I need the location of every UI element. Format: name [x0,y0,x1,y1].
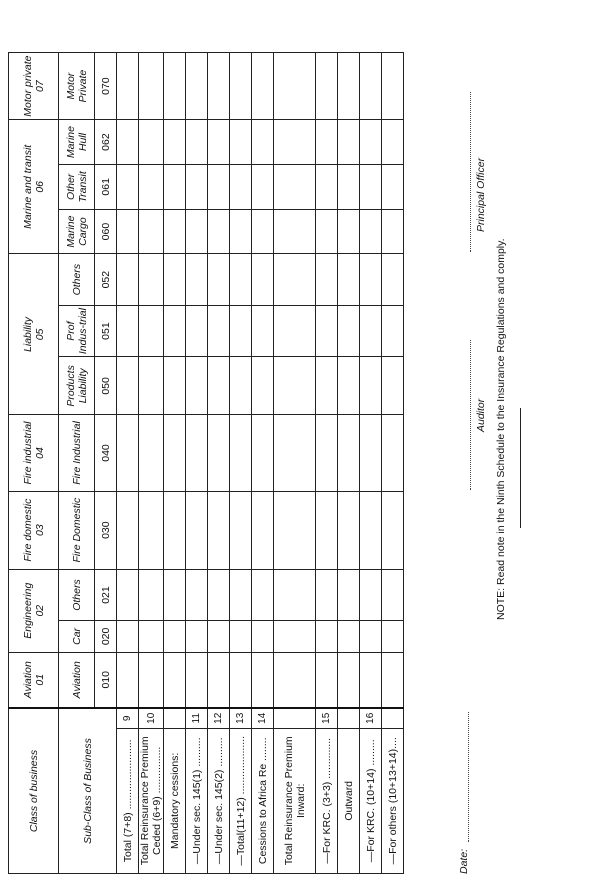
entry-cell[interactable] [316,209,338,254]
entry-cell[interactable] [360,120,382,165]
row-label: Total Reinsurance Premium Inward: [274,728,316,873]
table-row [164,53,186,874]
entry-cell[interactable] [164,209,186,254]
table-row [230,53,252,874]
class-header-row [9,53,59,874]
row-number: 9 [117,708,139,728]
date-line [468,712,469,842]
entry-cell[interactable] [164,415,186,491]
row-label: Outward [338,728,360,873]
entry-cell[interactable] [338,621,360,652]
entry-cell[interactable] [164,357,186,415]
entry-cell[interactable] [208,254,230,305]
entry-cell[interactable] [252,120,274,165]
row-label: —For others (10+13+14).... [382,728,404,873]
entry-cell[interactable] [164,164,186,209]
row-number [382,708,404,728]
entry-cell[interactable] [164,652,186,708]
entry-cell[interactable] [360,491,382,569]
class-of-business-header: Class of business [9,708,59,874]
table-row [117,53,139,874]
entry-cell[interactable] [208,621,230,652]
entry-cell[interactable] [139,569,164,620]
entry-cell[interactable] [360,569,382,620]
code-051: 051 [95,305,117,356]
entry-cell[interactable] [139,621,164,652]
code-060: 060 [95,209,117,254]
code-062: 062 [95,120,117,165]
entry-cell[interactable] [274,305,316,356]
entry-cell[interactable] [164,305,186,356]
code-050: 050 [95,357,117,415]
entry-cell[interactable] [382,415,404,491]
entry-cell[interactable] [274,652,316,708]
entry-cell[interactable] [338,652,360,708]
entry-cell[interactable] [117,120,139,165]
subclass-products-liability: Products Liability [59,357,95,415]
entry-cell[interactable] [186,491,208,569]
entry-cell[interactable] [274,120,316,165]
principal-officer-signature [470,92,487,252]
entry-cell[interactable] [208,415,230,491]
row-number: 15 [316,708,338,728]
entry-cell[interactable] [208,305,230,356]
entry-cell[interactable] [186,652,208,708]
class-header-motor-private: Motor private 07 [9,53,59,120]
entry-cell[interactable] [274,53,316,120]
entry-cell[interactable] [208,357,230,415]
entry-cell[interactable] [139,305,164,356]
entry-cell[interactable] [186,305,208,356]
entry-cell[interactable] [382,491,404,569]
entry-cell[interactable] [252,652,274,708]
entry-cell[interactable] [274,415,316,491]
entry-cell[interactable] [382,120,404,165]
entry-cell[interactable] [316,53,338,120]
entry-cell[interactable] [252,621,274,652]
entry-cell[interactable] [186,621,208,652]
entry-cell[interactable] [186,164,208,209]
class-header-engineering: Engineering 02 [9,569,59,652]
code-021: 021 [95,569,117,620]
entry-cell[interactable] [117,652,139,708]
row-label: Total (7+8) ........................ [117,728,139,873]
entry-cell[interactable] [360,209,382,254]
entry-cell[interactable] [382,209,404,254]
entry-cell[interactable] [139,209,164,254]
code-040: 040 [95,415,117,491]
subclass-other-transit: Other Transit [59,164,95,209]
table-row [252,53,274,874]
entry-cell[interactable] [117,209,139,254]
entry-cell[interactable] [252,254,274,305]
row-label: —Total(11+12) .................... [230,728,252,873]
entry-cell[interactable] [208,491,230,569]
entry-cell[interactable] [360,53,382,120]
entry-cell[interactable] [316,164,338,209]
row-label: —Under sec. 145(1) .......... [186,728,208,873]
sub-class-of-business-header: Sub-Class of Business [59,708,117,874]
code-052: 052 [95,254,117,305]
entry-cell[interactable] [186,120,208,165]
entry-cell[interactable] [230,415,252,491]
entry-cell[interactable] [274,209,316,254]
entry-cell[interactable] [382,164,404,209]
entry-cell[interactable] [316,569,338,620]
entry-cell[interactable] [252,53,274,120]
auditor-label: Auditor [475,398,487,432]
code-020: 020 [95,621,117,652]
subclass-aviation: Aviation [59,652,95,708]
entry-cell[interactable] [274,164,316,209]
entry-cell[interactable] [186,209,208,254]
entry-cell[interactable] [117,254,139,305]
entry-cell[interactable] [139,53,164,120]
entry-cell[interactable] [274,357,316,415]
row-number [338,708,360,728]
entry-cell[interactable] [230,491,252,569]
entry-cell[interactable] [274,491,316,569]
class-header-fire-industrial: Fire industrial 04 [9,415,59,491]
table-row [139,53,164,874]
entry-cell[interactable] [208,164,230,209]
row-number: 10 [139,708,164,728]
entry-cell[interactable] [230,120,252,165]
entry-cell[interactable] [316,305,338,356]
entry-cell[interactable] [117,357,139,415]
entry-cell[interactable] [230,164,252,209]
entry-cell[interactable] [274,254,316,305]
note-text: NOTE: Read note in the Ninth Schedule to the Insurance Regulations and comply. [495,238,507,620]
entry-cell[interactable] [382,357,404,415]
table-row [274,53,316,874]
row-number: 14 [252,708,274,728]
entry-cell[interactable] [208,652,230,708]
entry-cell[interactable] [316,120,338,165]
entry-cell[interactable] [164,120,186,165]
entry-cell[interactable] [117,491,139,569]
entry-cell[interactable] [338,305,360,356]
entry-cell[interactable] [382,53,404,120]
date-label: Date: [458,848,470,874]
entry-cell[interactable] [338,164,360,209]
table-row [208,53,230,874]
table-row [186,53,208,874]
entry-cell[interactable] [382,652,404,708]
row-number: 13 [230,708,252,728]
entry-cell[interactable] [338,415,360,491]
subclass-car: Car [59,621,95,652]
form-body [117,53,404,874]
entry-cell[interactable] [360,621,382,652]
code-061: 061 [95,164,117,209]
entry-cell[interactable] [360,164,382,209]
reinsurance-premium-table [8,52,404,874]
entry-cell[interactable] [230,652,252,708]
row-label: Mandatory cessions: [164,728,186,873]
entry-cell[interactable] [186,357,208,415]
entry-cell[interactable] [316,254,338,305]
entry-cell[interactable] [208,209,230,254]
entry-cell[interactable] [252,491,274,569]
entry-cell[interactable] [117,164,139,209]
row-number: 11 [186,708,208,728]
entry-cell[interactable] [117,415,139,491]
entry-cell[interactable] [274,621,316,652]
subclass-marine-hull: Marine Hull [59,120,95,165]
entry-cell[interactable] [139,357,164,415]
entry-cell[interactable] [338,254,360,305]
entry-cell[interactable] [382,621,404,652]
row-label: Total Reinsurance Premium Ceded (6+9) ................ [139,728,164,873]
entry-cell[interactable] [360,254,382,305]
subclass-motor-private: Motor Private [59,53,95,120]
entry-cell[interactable] [252,209,274,254]
entry-cell[interactable] [139,652,164,708]
entry-cell[interactable] [230,569,252,620]
entry-cell[interactable] [338,357,360,415]
class-header-liability: Liability 05 [9,254,59,415]
entry-cell[interactable] [252,415,274,491]
table-row [338,53,360,874]
entry-cell[interactable] [117,305,139,356]
entry-cell[interactable] [230,357,252,415]
row-label: —For KRC. (3+3) .............. [316,728,338,873]
entry-cell[interactable] [230,209,252,254]
entry-cell[interactable] [230,621,252,652]
row-number [274,708,316,728]
entry-cell[interactable] [230,53,252,120]
entry-cell[interactable] [338,209,360,254]
entry-cell[interactable] [186,415,208,491]
auditor-signature [470,340,487,490]
entry-cell[interactable] [316,621,338,652]
entry-cell[interactable] [316,415,338,491]
entry-cell[interactable] [252,305,274,356]
entry-cell[interactable] [186,569,208,620]
footer-rule [520,408,521,528]
entry-cell[interactable] [360,415,382,491]
class-header-fire-domestic: Fire domestic 03 [9,491,59,569]
entry-cell[interactable] [186,254,208,305]
entry-cell[interactable] [382,254,404,305]
entry-cell[interactable] [360,305,382,356]
entry-cell[interactable] [139,415,164,491]
table-row [316,53,338,874]
subclass-header-row [59,53,95,874]
entry-cell[interactable] [139,491,164,569]
row-label: —For KRC. (10+14) ......... [360,728,382,873]
entry-cell[interactable] [338,491,360,569]
entry-cell[interactable] [164,569,186,620]
entry-cell[interactable] [338,569,360,620]
subclass-fire-domestic: Fire Domestic [59,491,95,569]
entry-cell[interactable] [382,305,404,356]
entry-cell[interactable] [252,164,274,209]
entry-cell[interactable] [117,53,139,120]
table-row [360,53,382,874]
subclass-liability-others: Others [59,254,95,305]
entry-cell[interactable] [164,254,186,305]
subclass-marine-cargo: Marine Cargo [59,209,95,254]
return-form-table-frame [8,52,436,874]
entry-cell[interactable] [186,53,208,120]
entry-cell[interactable] [208,569,230,620]
row-number: 16 [360,708,382,728]
code-070: 070 [95,53,117,120]
entry-cell[interactable] [117,569,139,620]
entry-cell[interactable] [208,53,230,120]
code-030: 030 [95,491,117,569]
table-row [382,53,404,874]
entry-cell[interactable] [338,53,360,120]
entry-cell[interactable] [316,652,338,708]
row-label: —Under sec. 145(2) .......... [208,728,230,873]
subclass-engineering-others: Others [59,569,95,620]
entry-cell[interactable] [230,254,252,305]
entry-cell[interactable] [274,569,316,620]
entry-cell[interactable] [316,491,338,569]
entry-cell[interactable] [139,120,164,165]
subclass-prof-industrial: Prof Indus-trial [59,305,95,356]
entry-cell[interactable] [139,254,164,305]
entry-cell[interactable] [164,491,186,569]
entry-cell[interactable] [164,53,186,120]
row-number: 12 [208,708,230,728]
entry-cell[interactable] [252,569,274,620]
entry-cell[interactable] [164,621,186,652]
class-header-marine-transit: Marine and transit 06 [9,120,59,254]
entry-cell[interactable] [382,569,404,620]
entry-cell[interactable] [360,357,382,415]
principal-officer-label: Principal Officer [475,157,487,232]
entry-cell[interactable] [252,357,274,415]
subclass-fire-industrial: Fire Industrial [59,415,95,491]
entry-cell[interactable] [230,305,252,356]
class-header-aviation: Aviation 01 [9,652,59,708]
row-label: Cessions to Africa Re ........ [252,728,274,873]
code-010: 010 [95,652,117,708]
row-number [164,708,186,728]
entry-cell[interactable] [316,357,338,415]
entry-cell[interactable] [139,164,164,209]
entry-cell[interactable] [360,652,382,708]
entry-cell[interactable] [338,120,360,165]
entry-cell[interactable] [117,621,139,652]
entry-cell[interactable] [208,120,230,165]
